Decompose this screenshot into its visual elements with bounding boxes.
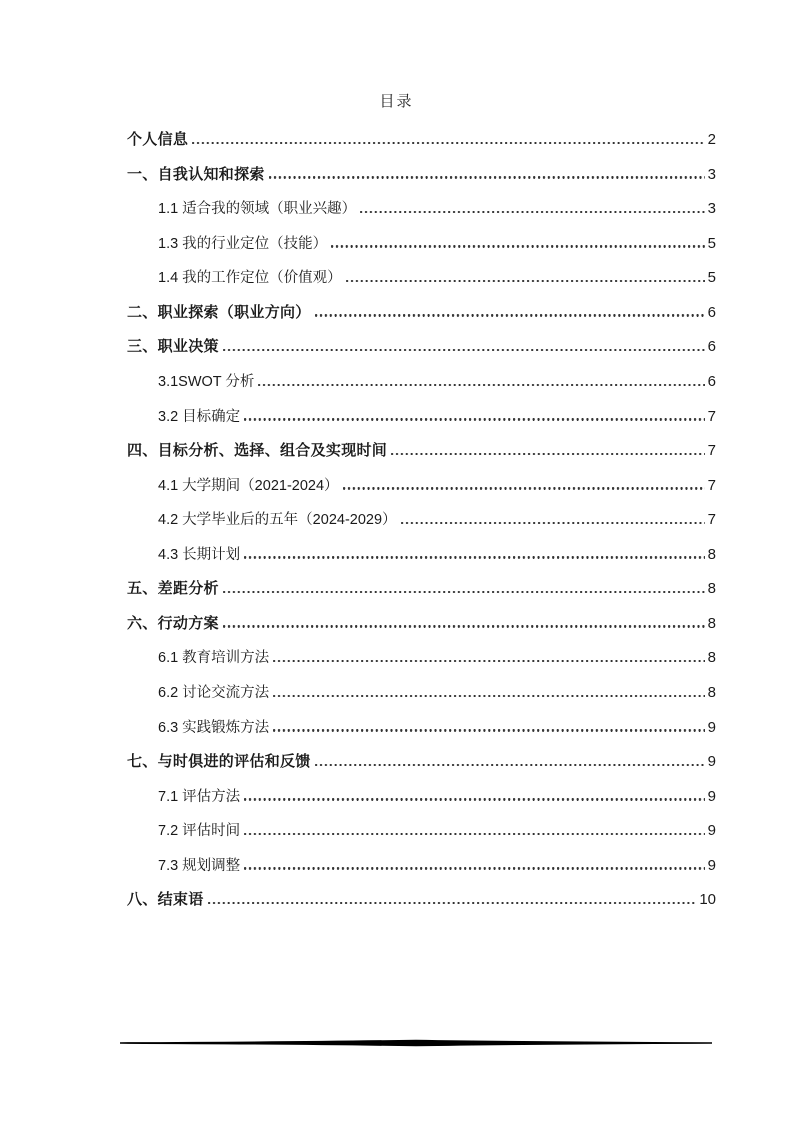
toc-entry-page: 7 <box>707 407 716 425</box>
toc-entry-label: 六、行动方案 <box>127 614 219 632</box>
toc-entry-page: 9 <box>707 753 716 771</box>
toc-entry[interactable] <box>127 330 716 365</box>
dot-leader <box>223 591 705 593</box>
toc-entry[interactable] <box>127 261 716 296</box>
dot-leader <box>273 695 704 697</box>
toc-entry-label: 4.2 大学毕业后的五年（2024-2029） <box>158 512 397 529</box>
toc-entry-page: 3 <box>707 200 716 218</box>
toc-entry-label: 个人信息 <box>127 131 189 148</box>
toc-entry[interactable] <box>127 676 716 711</box>
toc-entry-label: 3.1SWOT 分析 <box>158 373 255 390</box>
dot-leader <box>269 176 705 178</box>
toc-entry-label: 1.3 我的行业定位（技能） <box>158 235 328 252</box>
toc-entry[interactable] <box>127 365 716 400</box>
dot-leader <box>343 487 705 489</box>
toc-entry[interactable] <box>127 400 716 435</box>
toc-entry[interactable] <box>127 469 716 504</box>
toc-entry-page: 3 <box>707 165 716 183</box>
decorative-divider <box>120 1038 712 1048</box>
dot-leader <box>244 556 704 558</box>
toc-entry-label: 八、结束语 <box>127 891 204 909</box>
toc-entry-page: 8 <box>707 684 716 701</box>
toc-entry-page: 2 <box>707 131 716 148</box>
toc-list <box>127 123 716 918</box>
toc-entry-page: 7 <box>707 442 716 460</box>
dot-leader <box>258 384 704 386</box>
toc-entry-page: 8 <box>707 580 716 598</box>
dot-leader <box>346 280 705 282</box>
toc-entry[interactable] <box>127 607 716 642</box>
dot-leader <box>208 902 697 904</box>
toc-entry[interactable] <box>127 503 716 538</box>
toc-entry-page: 10 <box>699 891 716 909</box>
dot-leader <box>401 522 705 524</box>
toc-entry-page: 9 <box>707 718 716 736</box>
toc-entry-page: 9 <box>707 787 716 805</box>
dot-leader <box>273 660 704 662</box>
toc-entry[interactable] <box>127 883 716 918</box>
toc-entry-label: 7.2 评估时间 <box>158 823 241 840</box>
toc-entry-label: 四、目标分析、选择、组合及实现时间 <box>127 442 388 460</box>
toc-entry[interactable] <box>127 296 716 331</box>
toc-entry-page: 5 <box>707 234 716 252</box>
dot-leader <box>315 314 705 316</box>
toc-entry-page: 7 <box>707 511 716 529</box>
toc-entry-label: 6.3 实践锻炼方法 <box>158 719 270 736</box>
toc-entry[interactable] <box>127 641 716 676</box>
toc-entry-page: 9 <box>707 856 716 874</box>
toc-entry-page: 8 <box>707 614 716 632</box>
dot-leader <box>223 625 705 627</box>
dot-leader <box>315 764 705 766</box>
toc-entry[interactable] <box>127 538 716 573</box>
toc-entry-page: 7 <box>707 476 716 494</box>
toc-entry-label: 一、自我认知和探索 <box>127 165 265 183</box>
toc-entry[interactable] <box>127 780 716 815</box>
dot-leader <box>360 211 704 213</box>
toc-entry-label: 4.1 大学期间（2021-2024） <box>158 477 339 494</box>
toc-entry-label: 1.1 适合我的领域（职业兴趣） <box>158 201 357 218</box>
toc-entry-page: 8 <box>707 545 716 563</box>
dot-leader <box>244 833 704 835</box>
toc-entry-label: 3.2 目标确定 <box>158 408 241 425</box>
dot-leader <box>192 142 704 144</box>
dot-leader <box>244 867 704 869</box>
toc-entry[interactable] <box>127 123 716 158</box>
toc-entry-page: 5 <box>707 269 716 287</box>
toc-entry[interactable] <box>127 814 716 849</box>
dot-leader <box>223 349 705 351</box>
dot-leader <box>244 798 704 800</box>
dot-leader <box>331 245 704 247</box>
toc-entry[interactable] <box>127 434 716 469</box>
toc-entry[interactable] <box>127 849 716 884</box>
dot-leader <box>244 418 704 420</box>
toc-entry-label: 五、差距分析 <box>127 580 219 598</box>
toc-entry-label: 三、职业决策 <box>127 338 219 356</box>
toc-entry[interactable] <box>127 158 716 193</box>
toc-entry-label: 七、与时俱进的评估和反馈 <box>127 753 311 771</box>
toc-entry-label: 7.1 评估方法 <box>158 788 241 805</box>
dot-leader <box>273 729 704 731</box>
toc-entry-label: 二、职业探索（职业方向） <box>127 303 311 321</box>
toc-entry[interactable] <box>127 711 716 746</box>
toc-entry-label: 6.2 讨论交流方法 <box>158 685 270 701</box>
toc-entry[interactable] <box>127 745 716 780</box>
toc-entry-label: 4.3 长期计划 <box>158 546 241 563</box>
dot-leader <box>391 453 705 455</box>
toc-title: 目录 <box>379 94 414 110</box>
toc-entry-page: 6 <box>707 372 716 390</box>
toc-entry-label: 7.3 规划调整 <box>158 857 241 874</box>
toc-entry-label: 6.1 教育培训方法 <box>158 650 270 667</box>
toc-entry[interactable] <box>127 227 716 262</box>
toc-entry-page: 8 <box>707 649 716 667</box>
toc-entry-page: 6 <box>707 338 716 356</box>
toc-entry[interactable] <box>127 572 716 607</box>
toc-entry-page: 6 <box>707 303 716 321</box>
toc-entry-page: 9 <box>707 822 716 840</box>
toc-entry-label: 1.4 我的工作定位（价值观） <box>158 270 342 287</box>
toc-entry[interactable] <box>127 192 716 227</box>
